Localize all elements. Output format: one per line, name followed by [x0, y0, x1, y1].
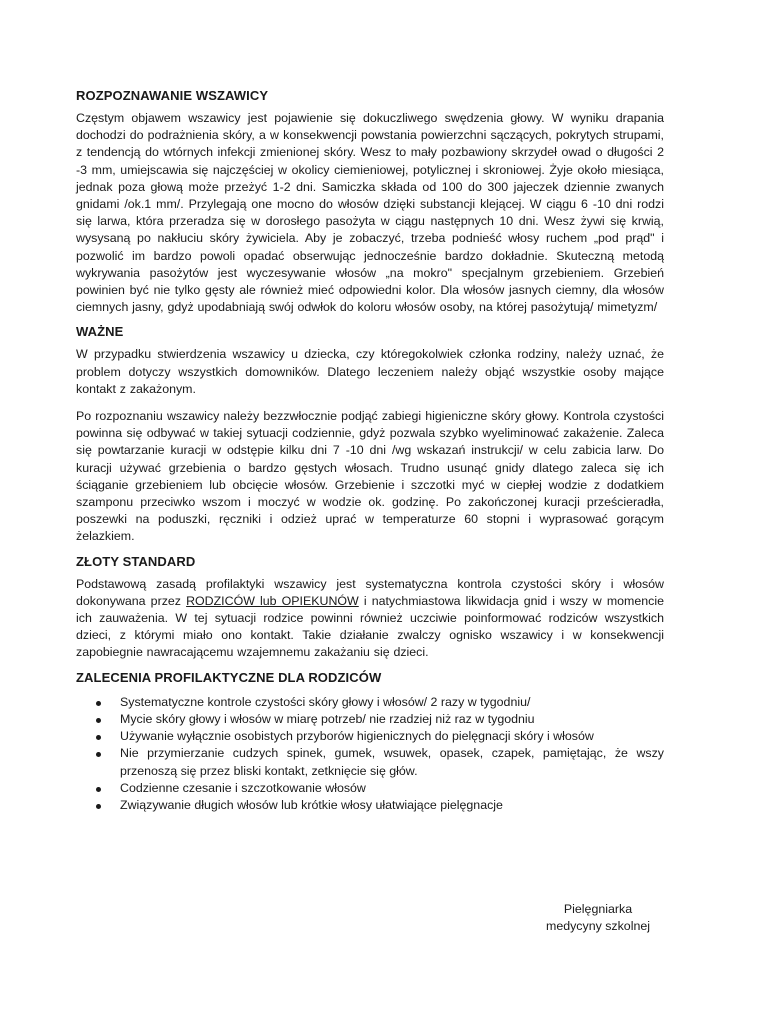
paragraph-wazne-2: Po rozpoznaniu wszawicy należy bezzwłocznie podjąć zabiegi higieniczne skóry głowy. Kontrola czystości powinna się odbywać w takiej sytuacji codziennie, gdyż pozwala szybko wyeliminować zakażenie. Zaleca się powtarzanie kuracji w odstępie kilku dni 7 -10 dni /wg wskazań instrukcji/ w celu zabicia larw. Do kuracji używać grzebienia o bardzo gęstych włosach. Trudno usunąć gnidy dlatego zaleca się ich ściąganie grzebieniem lub obcięcie włosów. Grzebienie i szczotki myć w ciepłej wodzie z dodatkiem szamponu przeciwko wszom i moczyć w wodzie ok. godzinę. Po zakończonej kuracji prześcieradła, poszewki na poduszki, ręczniki i odzież uprać w temperaturze 60 stopni i wyprasować gorącym żelazkiem.: [76, 409, 664, 544]
list-item-text: Codzienne czesanie i szczotkowanie włosów: [120, 780, 366, 795]
signature-line-1: Pielęgniarka: [563, 902, 633, 916]
list-item: [76, 728, 664, 745]
list-item-text: Mycie skóry głowy i włosów w miarę potrzeb/ nie rzadziej niż raz w tygodniu: [120, 711, 535, 726]
list-item: [76, 711, 664, 728]
bullet-icon: [96, 735, 101, 740]
recommendations-list: [76, 694, 664, 814]
heading-rozpoznawanie: ROZPOZNAWANIE WSZAWICY: [76, 88, 269, 103]
heading-wazne: WAŻNE: [76, 324, 124, 340]
signature-line-2: medycyny szkolnej: [546, 919, 650, 934]
list-item-text: Nie przymierzanie cudzych spinek, gumek, wsuwek, opasek, czapek, pamiętając, że wszy przenoszą się przez bliski kontakt, zetknięcie się głów.: [120, 746, 664, 778]
text-segment: Podstawową zasadą profilaktyki wszawicy jest systematyczna kontrola czystości skóry i włosów dokonywana przez: [76, 576, 664, 608]
bullet-icon: [96, 787, 101, 792]
list-item-text: Systematyczne kontrole czystości skóry głowy i włosów/ 2 razy w tygodniu/: [120, 694, 531, 709]
paragraph-wazne-1: W przypadku stwierdzenia wszawicy u dziecka, czy któregokolwiek członka rodziny, należy uznać, że problem dotyczy wszystkich domowników. Dlatego leczeniem należy objąć wszystkie osoby mające kontakt z zakażonym.: [76, 347, 664, 396]
underlined-text: RODZICÓW lub OPIEKUNÓW: [186, 593, 359, 608]
heading-zalecenia: ZALECENIA PROFILAKTYCZNE DLA RODZICÓW: [76, 669, 382, 685]
bullet-icon: [96, 752, 101, 757]
list-item-text: Związywanie długich włosów lub krótkie włosy ułatwiające pielęgnacje: [120, 797, 503, 812]
bullet-icon: [96, 701, 101, 706]
paragraph-zloty-standard: [76, 576, 664, 662]
paragraph-rozpoznawanie: Częstym objawem wszawicy jest pojawienie się dokuczliwego swędzenia głowy. W wyniku drapania dochodzi do podrażnienia skóry, a w konsekwencji powstania powierzchni sączących, pokrytych strupami, z tendencją do wtórnych infekcji zmienionej skóry. Wesz to mały pozbawiony skrzydeł owad o długości 2 -3 mm, umiejscawia się najczęściej w okolicy ciemieniowej, potylicznej i skroniowej. Żyje około miesiąca, jednak poza głową może przeżyć 1-2 dni. Samiczka składa od 100 do 300 jajeczek dziennie zwanych gnidami /ok.1 mm/. Przylegają one mocno do włosów dzięki substancji klejącej. W ciągu 6 -10 dni rodzi się larwa, która przeradza się w dorosłego pasożyta w ciągu następnych 10 dni. Wesz żywi się krwią, wysysaną po nakłuciu skóry żywiciela. Aby je zobaczyć, trzeba podnieść włosy ruchem „pod prąd" i pozwolić im bardzo powoli opadać obserwując jednocześnie bardzo dokładnie. Skuteczną metodą wykrywania pasożytów jest wyczesywanie włosów „na mokro" specjalnym grzebieniem. Grzebień powinien być nie tylko gęsty ale również mieć odpowiedni kolor. Dla włosów jasnych ciemny, dla włosów ciemnych jasny, gdyż upodabniają swój odwłok do koloru włosów osoby, na której pasożytują/ mimetyzm/: [76, 111, 664, 315]
text-segment: i natychmiastowa likwidacja gnid i wszy w momencie ich zauważenia. W tej sytuacji rodzice powinni również uczciwie poinformować rodziców wszystkich dzieci, z którymi miało ono kontakt. Takie działanie zwalczy ognisko wszawicy i w konsekwencji zapobiegnie nawracającemu wzajemnemu zakażaniu się dzieci.: [76, 593, 664, 660]
list-item-text: Używanie wyłącznie osobistych przyborów higienicznych do pielęgnacji skóry i włosów: [120, 729, 594, 744]
bullet-icon: [96, 718, 101, 723]
document-body: [76, 88, 664, 814]
signature: [528, 901, 668, 935]
list-item: [76, 780, 664, 797]
heading-zloty-standard: ZŁOTY STANDARD: [76, 553, 196, 569]
list-item: [76, 745, 664, 779]
list-item: [76, 797, 664, 814]
bullet-icon: [96, 804, 101, 809]
list-item: [76, 694, 664, 711]
